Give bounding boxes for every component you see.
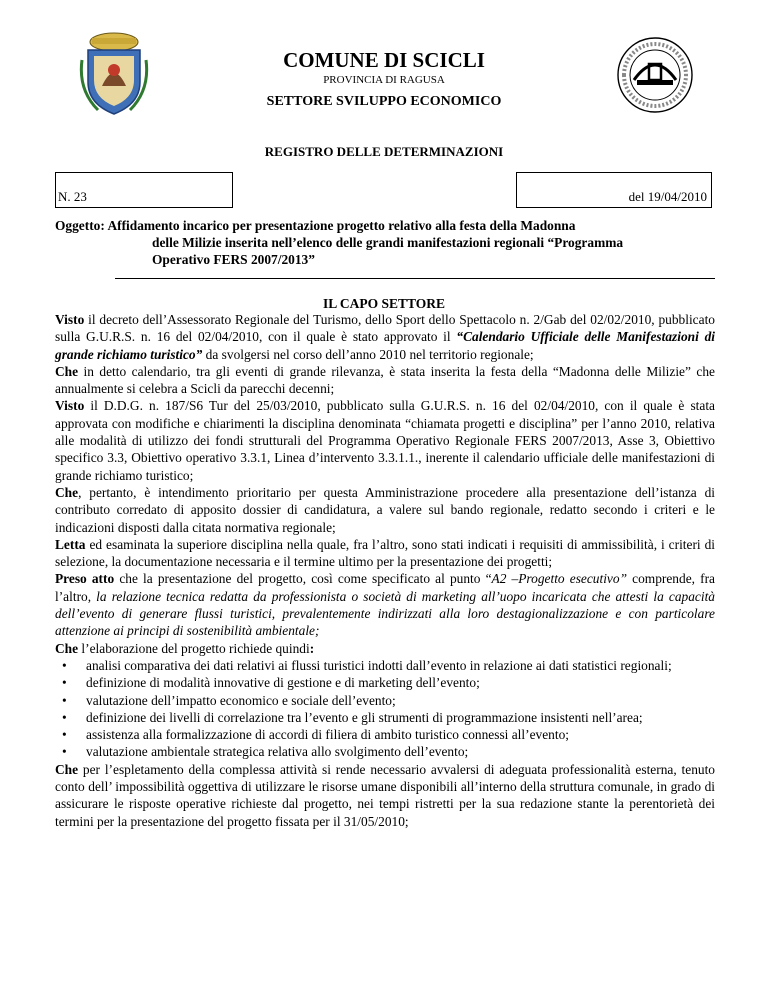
paragraph-che-calendario [55,363,715,398]
oggetto-line-1 [55,217,715,234]
paragraph-visto-ddg [55,397,715,483]
list-item [55,743,715,760]
bullet-icon: • [62,675,67,691]
text: A2 –Progetto esecutivo” [491,571,628,587]
text: il decreto dell’Assessorato Regionale del Turismo, dello Sport dello Spettacolo n. 2/Gab del 02/02/2010, pubblicato sulla G.U.R.S. n. 16 del 02/04/2010, con il quale è stato approvato il [55,312,715,345]
text: valutazione ambientale strategica relativa allo svolgimento dell’evento; [86,744,469,760]
paragraph-che-pertanto [55,484,715,536]
list-item [55,709,715,726]
keyword: Che [55,484,79,500]
paragraph-letta [55,536,715,571]
keyword: Che [55,363,79,379]
numero-value: N. 23 [58,189,87,204]
keyword: Che [55,761,79,777]
numero-box [55,172,233,208]
document-body [55,311,715,830]
data-box [516,172,712,208]
oggetto-text-3: Operativo FERS 2007/2013” [152,252,315,267]
keyword: Che [55,640,79,656]
text: il D.D.G. n. 187/S6 Tur del 25/03/2010, pubblicato sulla G.U.R.S. n. 16 del 02/04/2010, con il quale è stata approvata con modifiche e chiarimenti la disciplina denominata “chiamata progetti e disciplina” per l’anno 2010, relativa alle modalità di utilizzo dei fondi strutturali del Programma Operativo Regionale FERS 2007/2013, Asse 3, Obiettivo specifico 3.3, Obiettivo operativo 3.3.1, Linea d’intervento 3.3.1.1., inerente il calendario ufficiale delle manifestazioni di grande richiamo turistico; [55,398,715,483]
comune-title: COMUNE DI SCICLI [283,48,485,72]
text: analisi comparativa dei dati relativi ai flussi turistici indotti dall’evento in relazione ai dati statistici regionali; [86,657,672,673]
calendario-title: “Calendario Ufficiale delle Manifestazioni di grande richiamo turistico” [55,329,715,362]
text: valutazione dell’impatto economico e sociale dell’evento; [86,692,396,708]
text: in detto calendario, tra gli eventi di grande rilevanza, è stata inserita la festa della “Madonna delle Milizie” che annualmente si celebra a Scicli da parecchi decenni; [55,363,715,397]
keyword: Preso atto [55,571,115,587]
data-value: del 19/04/2010 [628,189,707,204]
requirements-list [55,657,715,761]
list-item [55,726,715,743]
list-item [55,674,715,691]
keyword: Letta [55,536,86,552]
oggetto-label: Oggetto: [55,218,105,233]
text: che la presentazione del progetto, così come specificato al punto “ [114,571,492,587]
paragraph-preso-atto [55,570,715,639]
registro-heading: REGISTRO DELLE DETERMINAZIONI [264,144,504,159]
text: la relazione tecnica redatta da professionista o società di marketing all’uopo incaricata che attesti la capacità dell’evento di generare flussi turistici, prevalentemente indirizzati alla loro destagionalizzazione e con particolare attenzione ai principi di sostenibilità ambientale; [55,588,715,639]
bullet-icon: • [62,744,67,760]
text: definizione di modalità innovative di gestione e di marketing dell’evento; [86,675,480,691]
list-item [55,692,715,709]
text: per l’espletamento della complessa attività si rende necessario avvalersi di adeguata professionalità esterna, tenuto conto dell’ impossibilità oggettiva di utilizzare le risorse umane disponibili all’interno della struttura comunale, in grado di assicurare le risposte operative richieste dal progetto, nei tempi ristretti per la sua redazione stante la perentorietà dei termini per la presentazione del progetto fissata per il 31/05/2010; [55,761,715,829]
paragraph-visto-decreto [55,311,715,363]
text: l’elaborazione del progetto richiede quindi [78,640,310,656]
text: comprende, fra l’altro, [55,571,715,604]
bullet-icon: • [62,709,67,725]
list-item [55,657,715,674]
text: assistenza alla formalizzazione di accordi di filiera di ambito turistico connessi all’evento; [86,727,569,743]
paragraph-che-espletamento [55,761,715,830]
text: da svolgersi nel corso dell’anno 2010 nel territorio regionale; [202,346,534,362]
text: ed esaminata la superiore disciplina nella quale, fra l’altro, sono stati indicati i requisiti di ammissibilità, i criteri di selezione, la documentazione necessaria e il termine ultimo per la presentazione dei progetti; [55,536,715,570]
bullet-icon: • [62,657,67,673]
settore-heading: SETTORE SVILUPPO ECONOMICO [266,94,502,109]
oggetto-block [55,217,715,268]
capo-settore-heading: IL CAPO SETTORE [322,296,446,311]
keyword: Visto [55,398,85,414]
bullet-icon: • [62,727,67,743]
text: , pertanto, è intendimento prioritario per questa Amministrazione procedere alla presentazione dell’istanza di contributo corredato di apposito dossier di candidatura, a valere sul bando regionale, redatto secondo i criteri e le indicazioni disposti dalla citata normativa regionale; [55,484,715,535]
divider-line [115,278,715,279]
provincia-subtitle: PROVINCIA DI RAGUSA [323,74,445,86]
text: definizione dei livelli di correlazione tra l’evento e gli strumenti di programmazione insistenti nell’area; [86,709,643,725]
text: : [309,640,315,656]
oggetto-text-2: delle Milizie inserita nell’elenco delle grandi manifestazioni regionali “Programma [152,235,624,250]
bullet-icon: • [62,692,67,708]
keyword: Visto [55,312,85,327]
paragraph-che-elaborazione [55,640,715,657]
oggetto-text-1: Affidamento incarico per presentazione progetto relativo alla festa della Madonna [107,218,576,233]
